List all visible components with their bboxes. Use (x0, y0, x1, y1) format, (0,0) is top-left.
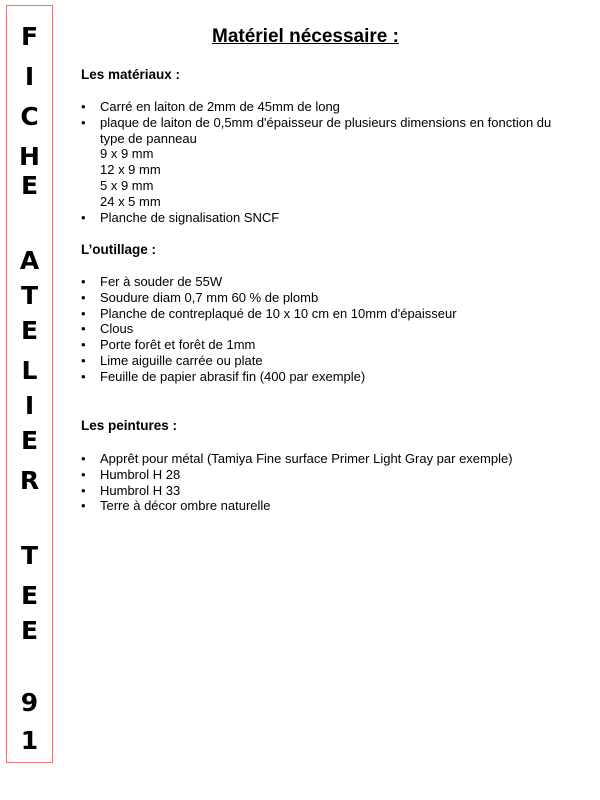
page-title: Matériel nécessaire : (212, 26, 399, 47)
vertical-title-letter: A (19, 246, 40, 275)
vertical-title-letter: I (24, 62, 35, 91)
list-item-text: Planche de signalisation SNCF (100, 209, 280, 225)
list-item-text: plaque de laiton de 0,5mm d'épaisseur de plusieurs dimensions en fonction du (100, 114, 552, 130)
vertical-title-letter: T (20, 541, 39, 570)
list-item (81, 483, 581, 499)
vertical-title-letter: R (19, 466, 40, 495)
vertical-title-letter: E (20, 616, 39, 645)
bullet-icon: • (81, 466, 86, 482)
vertical-title-letter: 9 (20, 688, 39, 717)
vertical-title-letter: 1 (20, 726, 39, 755)
bullet-icon: • (81, 114, 86, 130)
outillage-list (81, 274, 581, 385)
vertical-title-letter: F (20, 22, 39, 51)
list-item (81, 210, 581, 226)
list-item-text: Soudure diam 0,7 mm 60 % de plomb (100, 289, 319, 305)
bullet-icon: • (81, 352, 86, 368)
list-item (81, 321, 581, 337)
vertical-title-letter: E (20, 171, 39, 200)
list-item-text-continued: type de panneau (100, 130, 197, 146)
list-item (81, 274, 581, 290)
bullet-icon: • (81, 209, 86, 225)
bullet-icon: • (81, 451, 86, 466)
bullet-icon: • (81, 368, 86, 384)
bullet-icon: • (81, 99, 86, 114)
list-item-text: Planche de contreplaqué de 10 x 10 cm en 10mm d'épaisseur (100, 305, 457, 321)
vertical-title-letter: I (24, 391, 35, 420)
size-item: 5 x 9 mm (100, 177, 154, 193)
list-item (81, 290, 581, 306)
list-item (81, 337, 581, 353)
list-item-text: Clous (100, 321, 134, 337)
list-item (81, 353, 581, 369)
list-item (81, 451, 581, 467)
list-item-text: Humbrol H 33 (100, 482, 181, 498)
list-item (81, 306, 581, 322)
size-item: 12 x 9 mm (100, 162, 161, 178)
list-item-text: Fer à souder de 55W (100, 274, 223, 289)
vertical-title-letter: E (20, 581, 39, 610)
bullet-icon: • (81, 274, 86, 289)
section-heading-peintures: Les peintures : (81, 418, 178, 433)
list-item (81, 115, 581, 210)
size-item: 9 x 9 mm (100, 146, 154, 162)
list-item (81, 369, 581, 385)
list-item-text: Humbrol H 28 (100, 466, 181, 482)
bullet-icon: • (81, 337, 86, 353)
vertical-title-letter: E (20, 316, 39, 345)
section-heading-outillage: L’outillage : (81, 242, 157, 257)
vertical-title-letter: T (20, 281, 39, 310)
list-item (81, 467, 581, 483)
bullet-icon: • (81, 305, 86, 321)
bullet-icon: • (81, 321, 86, 337)
bullet-icon: • (81, 498, 86, 514)
size-item: 24 x 5 mm (100, 193, 161, 209)
vertical-title-letter: E (20, 426, 39, 455)
bullet-icon: • (81, 482, 86, 498)
materiaux-list (81, 99, 581, 225)
vertical-title-letter: H (19, 142, 40, 171)
list-item-text: Apprêt pour métal (Tamiya Fine surface Primer Light Gray par exemple) (100, 451, 513, 466)
list-item (81, 498, 581, 514)
size-sublist (100, 146, 581, 209)
list-item-text: Lime aiguille carrée ou plate (100, 352, 263, 368)
vertical-title-letter: C (20, 102, 39, 131)
list-item-text: Porte forêt et forêt de 1mm (100, 337, 256, 353)
section-heading-materiaux: Les matériaux : (81, 67, 181, 82)
list-item-text: Carré en laiton de 2mm de 45mm de long (100, 99, 340, 114)
list-item-text: Terre à décor ombre naturelle (100, 498, 271, 514)
list-item (81, 99, 581, 115)
list-item-text: Feuille de papier abrasif fin (400 par exemple) (100, 368, 366, 384)
peintures-list (81, 451, 581, 514)
bullet-icon: • (81, 289, 86, 305)
vertical-title-frame (6, 5, 53, 763)
vertical-title-letter: L (21, 356, 38, 385)
